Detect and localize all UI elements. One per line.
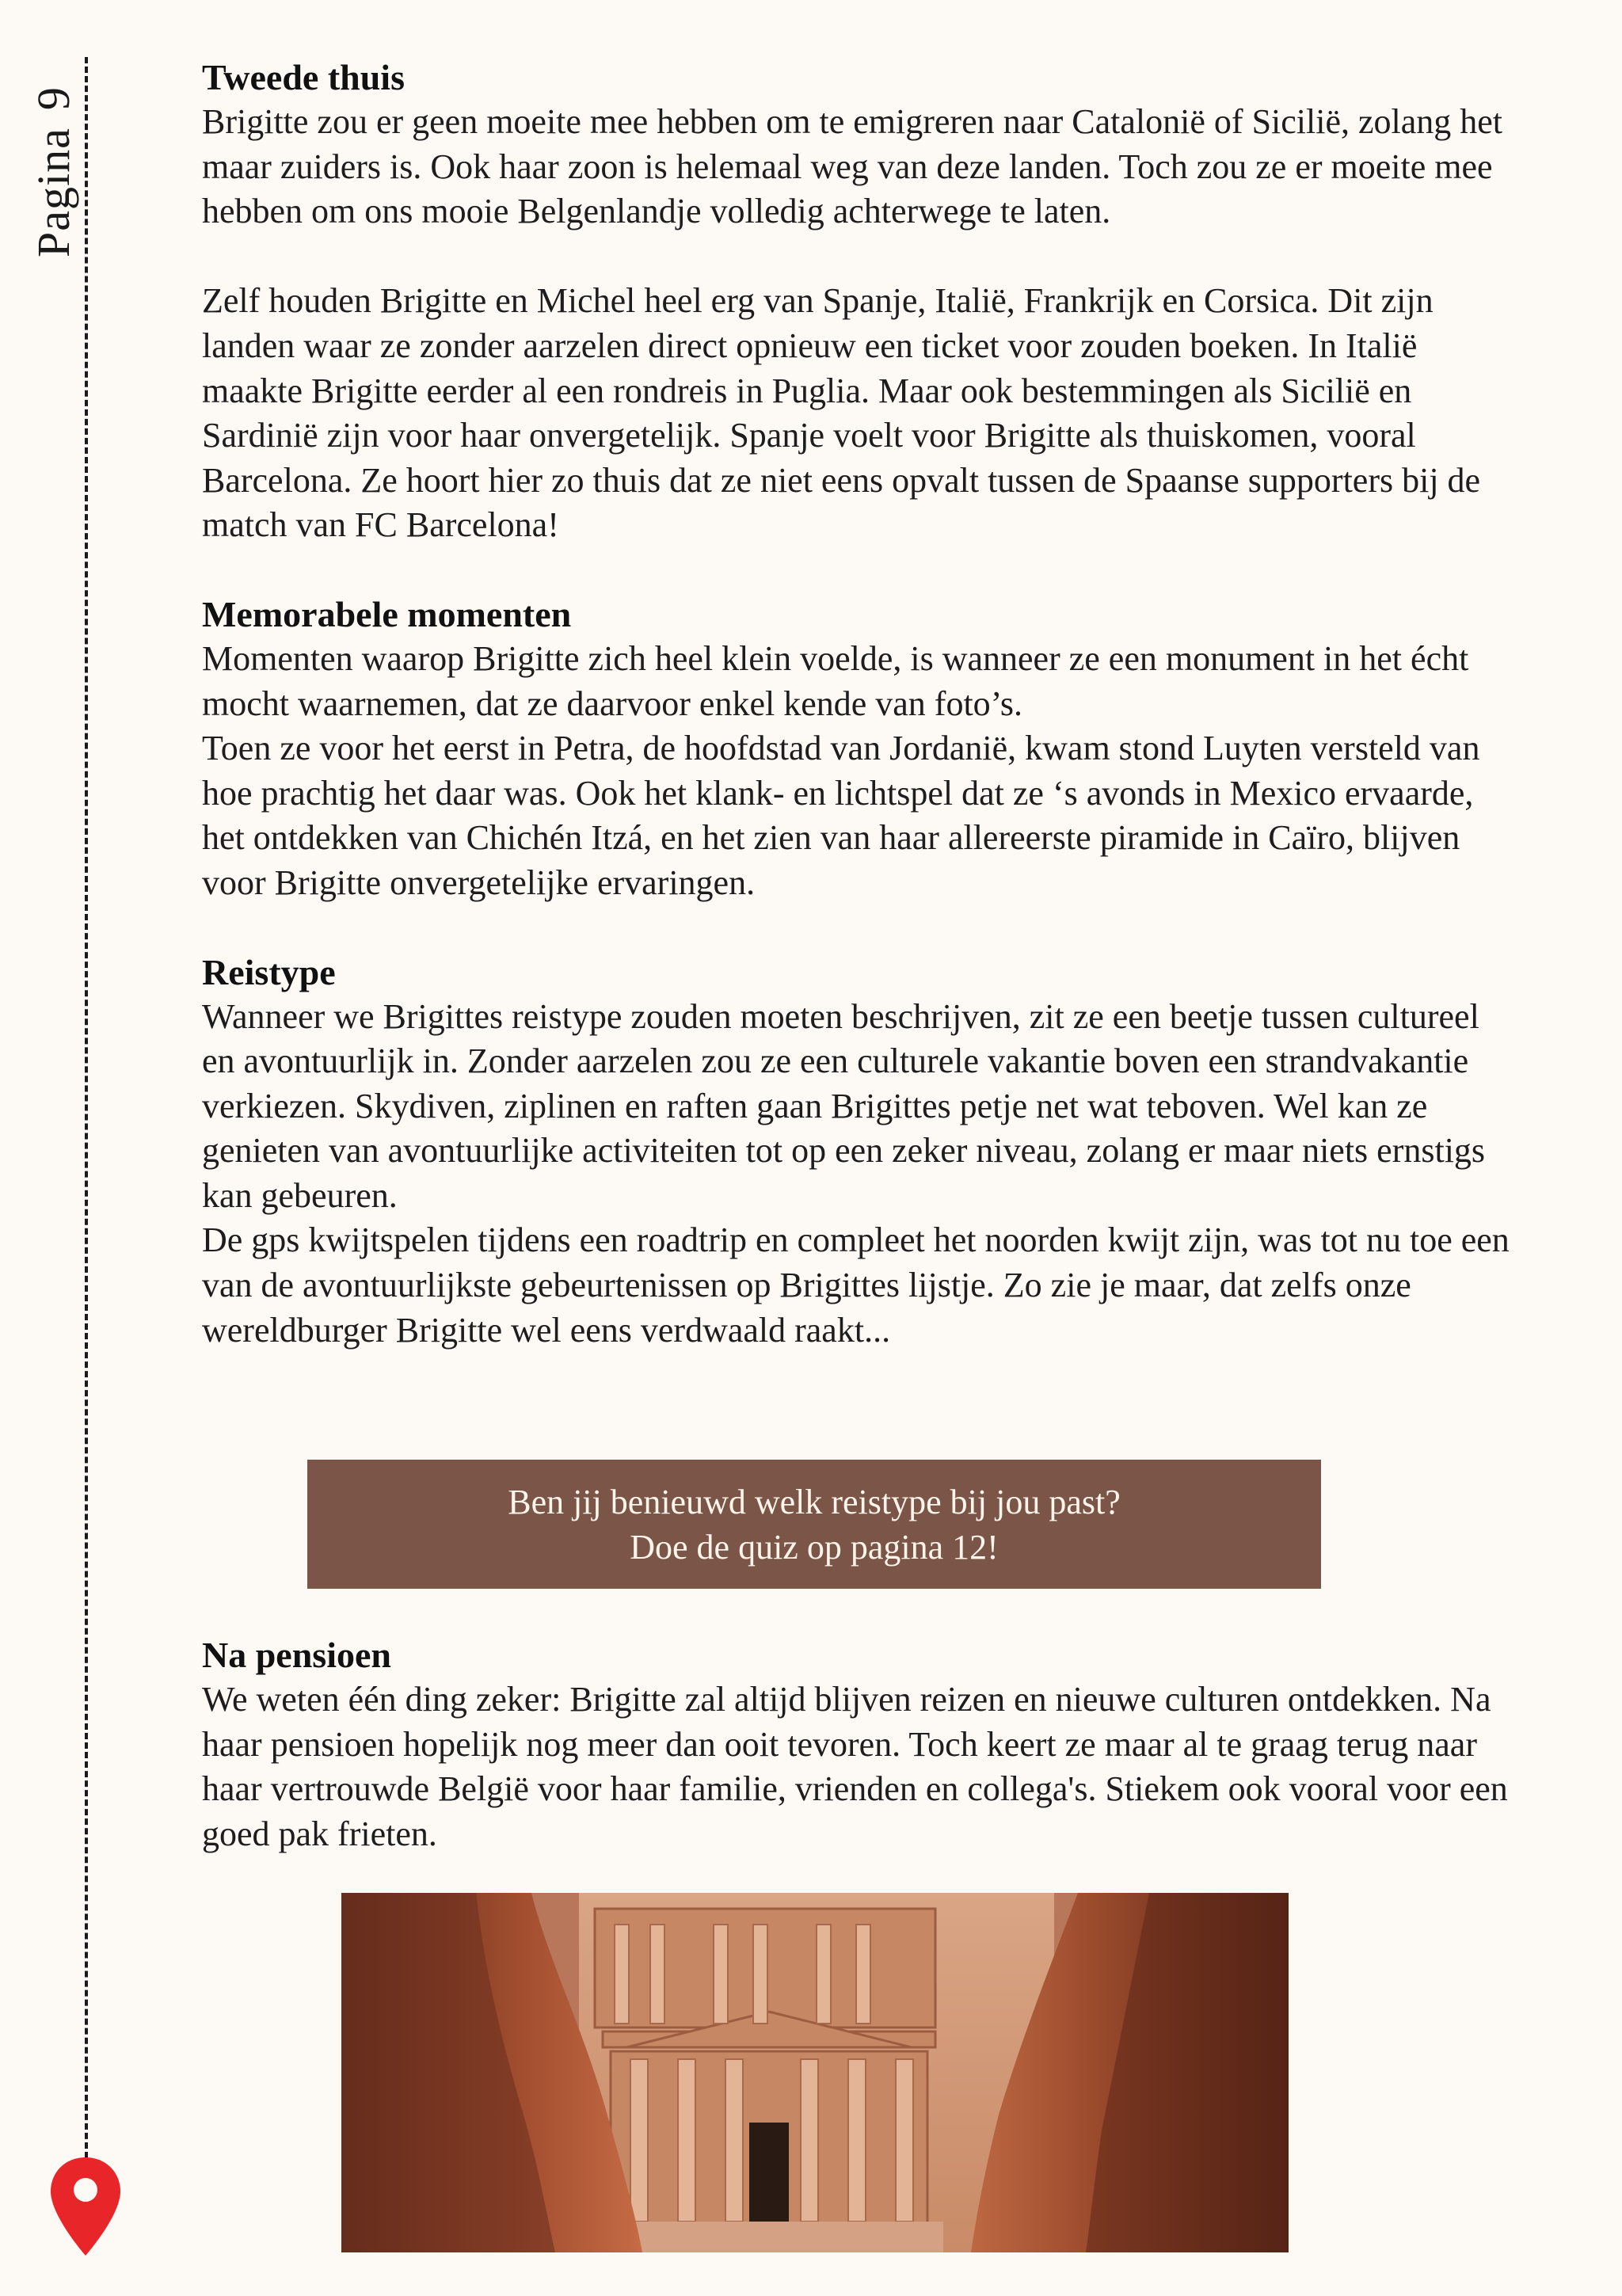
paragraph: Momenten waarop Brigitte zich heel klein voelde, is wanneer ze een monument in het écht mocht waarnemen, dat ze daarvoor enkel kende van foto’s.	[202, 638, 1469, 723]
section-heading: Memorabele momenten	[202, 593, 572, 634]
callout-line-1: Ben jij benieuwd welk reistype bij jou past?	[508, 1482, 1121, 1521]
page-number: 9	[28, 86, 79, 111]
paragraph: Zelf houden Brigitte en Michel heel erg van Spanje, Italië, Frankrijk en Corsica. Dit zijn landen waar ze zonder aarzelen direct opnieuw een ticket voor zouden boeken. In Italië maakte Brigitte eerder al een rondreis in Puglia. Maar ook bestemmingen als Sicilië en Sardinië zijn voor haar onvergetelijk. Spanje voelt voor Brigitte als thuiskomen, vooral Barcelona. Ze hoort hier zo thuis dat ze niet eens opvalt tussen de Spaanse supporters bij de match van FC Barcelona!	[202, 281, 1481, 545]
dashed-timeline	[85, 57, 88, 2168]
page-label-text: Pagina	[28, 128, 79, 257]
section-memorabele-momenten	[202, 592, 1517, 906]
article-body	[202, 55, 1517, 1397]
section-na-pensioen	[202, 1633, 1517, 1856]
section-reistype	[202, 950, 1517, 1354]
petra-treasury-photo	[341, 1893, 1289, 2252]
quiz-callout-box	[307, 1460, 1321, 1589]
section-heading: Tweede thuis	[202, 57, 405, 97]
paragraph: Brigitte zou er geen moeite mee hebben om te emigreren naar Catalonië of Sicilië, zolang het maar zuiders is. Ook haar zoon is helemaal weg van deze landen. Toch zou ze er moeite mee hebben om ons mooie Belgenlandje volledig achterwege te laten.	[202, 102, 1503, 231]
photo-illustration	[341, 1893, 1289, 2252]
paragraph: De gps kwijtspelen tijdens een roadtrip en compleet het noorden kwijt zijn, was tot nu toe een van de avontuurlijkste gebeurtenissen op Brigittes lijstje. Zo zie je maar, dat zelfs onze wereldburger Brigitte wel eens verdwaald raakt...	[202, 1220, 1510, 1350]
paragraph: We weten één ding zeker: Brigitte zal altijd blijven reizen en nieuwe culturen ontdekken. Na haar pensioen hopelijk nog meer dan ooit tevoren. Toch keert ze maar al te graag terug naar haar vertrouwde België voor haar familie, vrienden en collega's. Stiekem ook vooral voor een goed pak frieten.	[202, 1680, 1508, 1853]
location-pin-icon	[48, 2154, 124, 2259]
callout-line-2: Doe de quiz op pagina 12!	[630, 1527, 999, 1567]
paragraph: Wanneer we Brigittes reistype zouden moeten beschrijven, zit ze een beetje tussen cultureel en avontuurlijk in. Zonder aarzelen zou ze een culturele vakantie boven een strandvakantie verkiezen. Skydiven, ziplinen en raften gaan Brigittes petje net wat teboven. Wel kan ze genieten van avontuurlijke activiteiten tot op een zeker niveau, zolang er maar niets ernstigs kan gebeuren.	[202, 996, 1486, 1215]
page-number-label	[27, 86, 80, 257]
section-heading: Na pensioen	[202, 1635, 391, 1675]
paragraph: Toen ze voor het eerst in Petra, de hoofdstad van Jordanië, kwam stond Luyten versteld van hoe prachtig het daar was. Ook het klank- en lichtspel dat ze ‘s avonds in Mexico ervaarde, het ontdekken van Chichén Itzá, en het zien van haar allereerste piramide in Caïro, blijven voor Brigitte onvergetelijke ervaringen.	[202, 729, 1480, 902]
section-heading: Reistype	[202, 951, 336, 992]
section-tweede-thuis	[202, 55, 1517, 548]
